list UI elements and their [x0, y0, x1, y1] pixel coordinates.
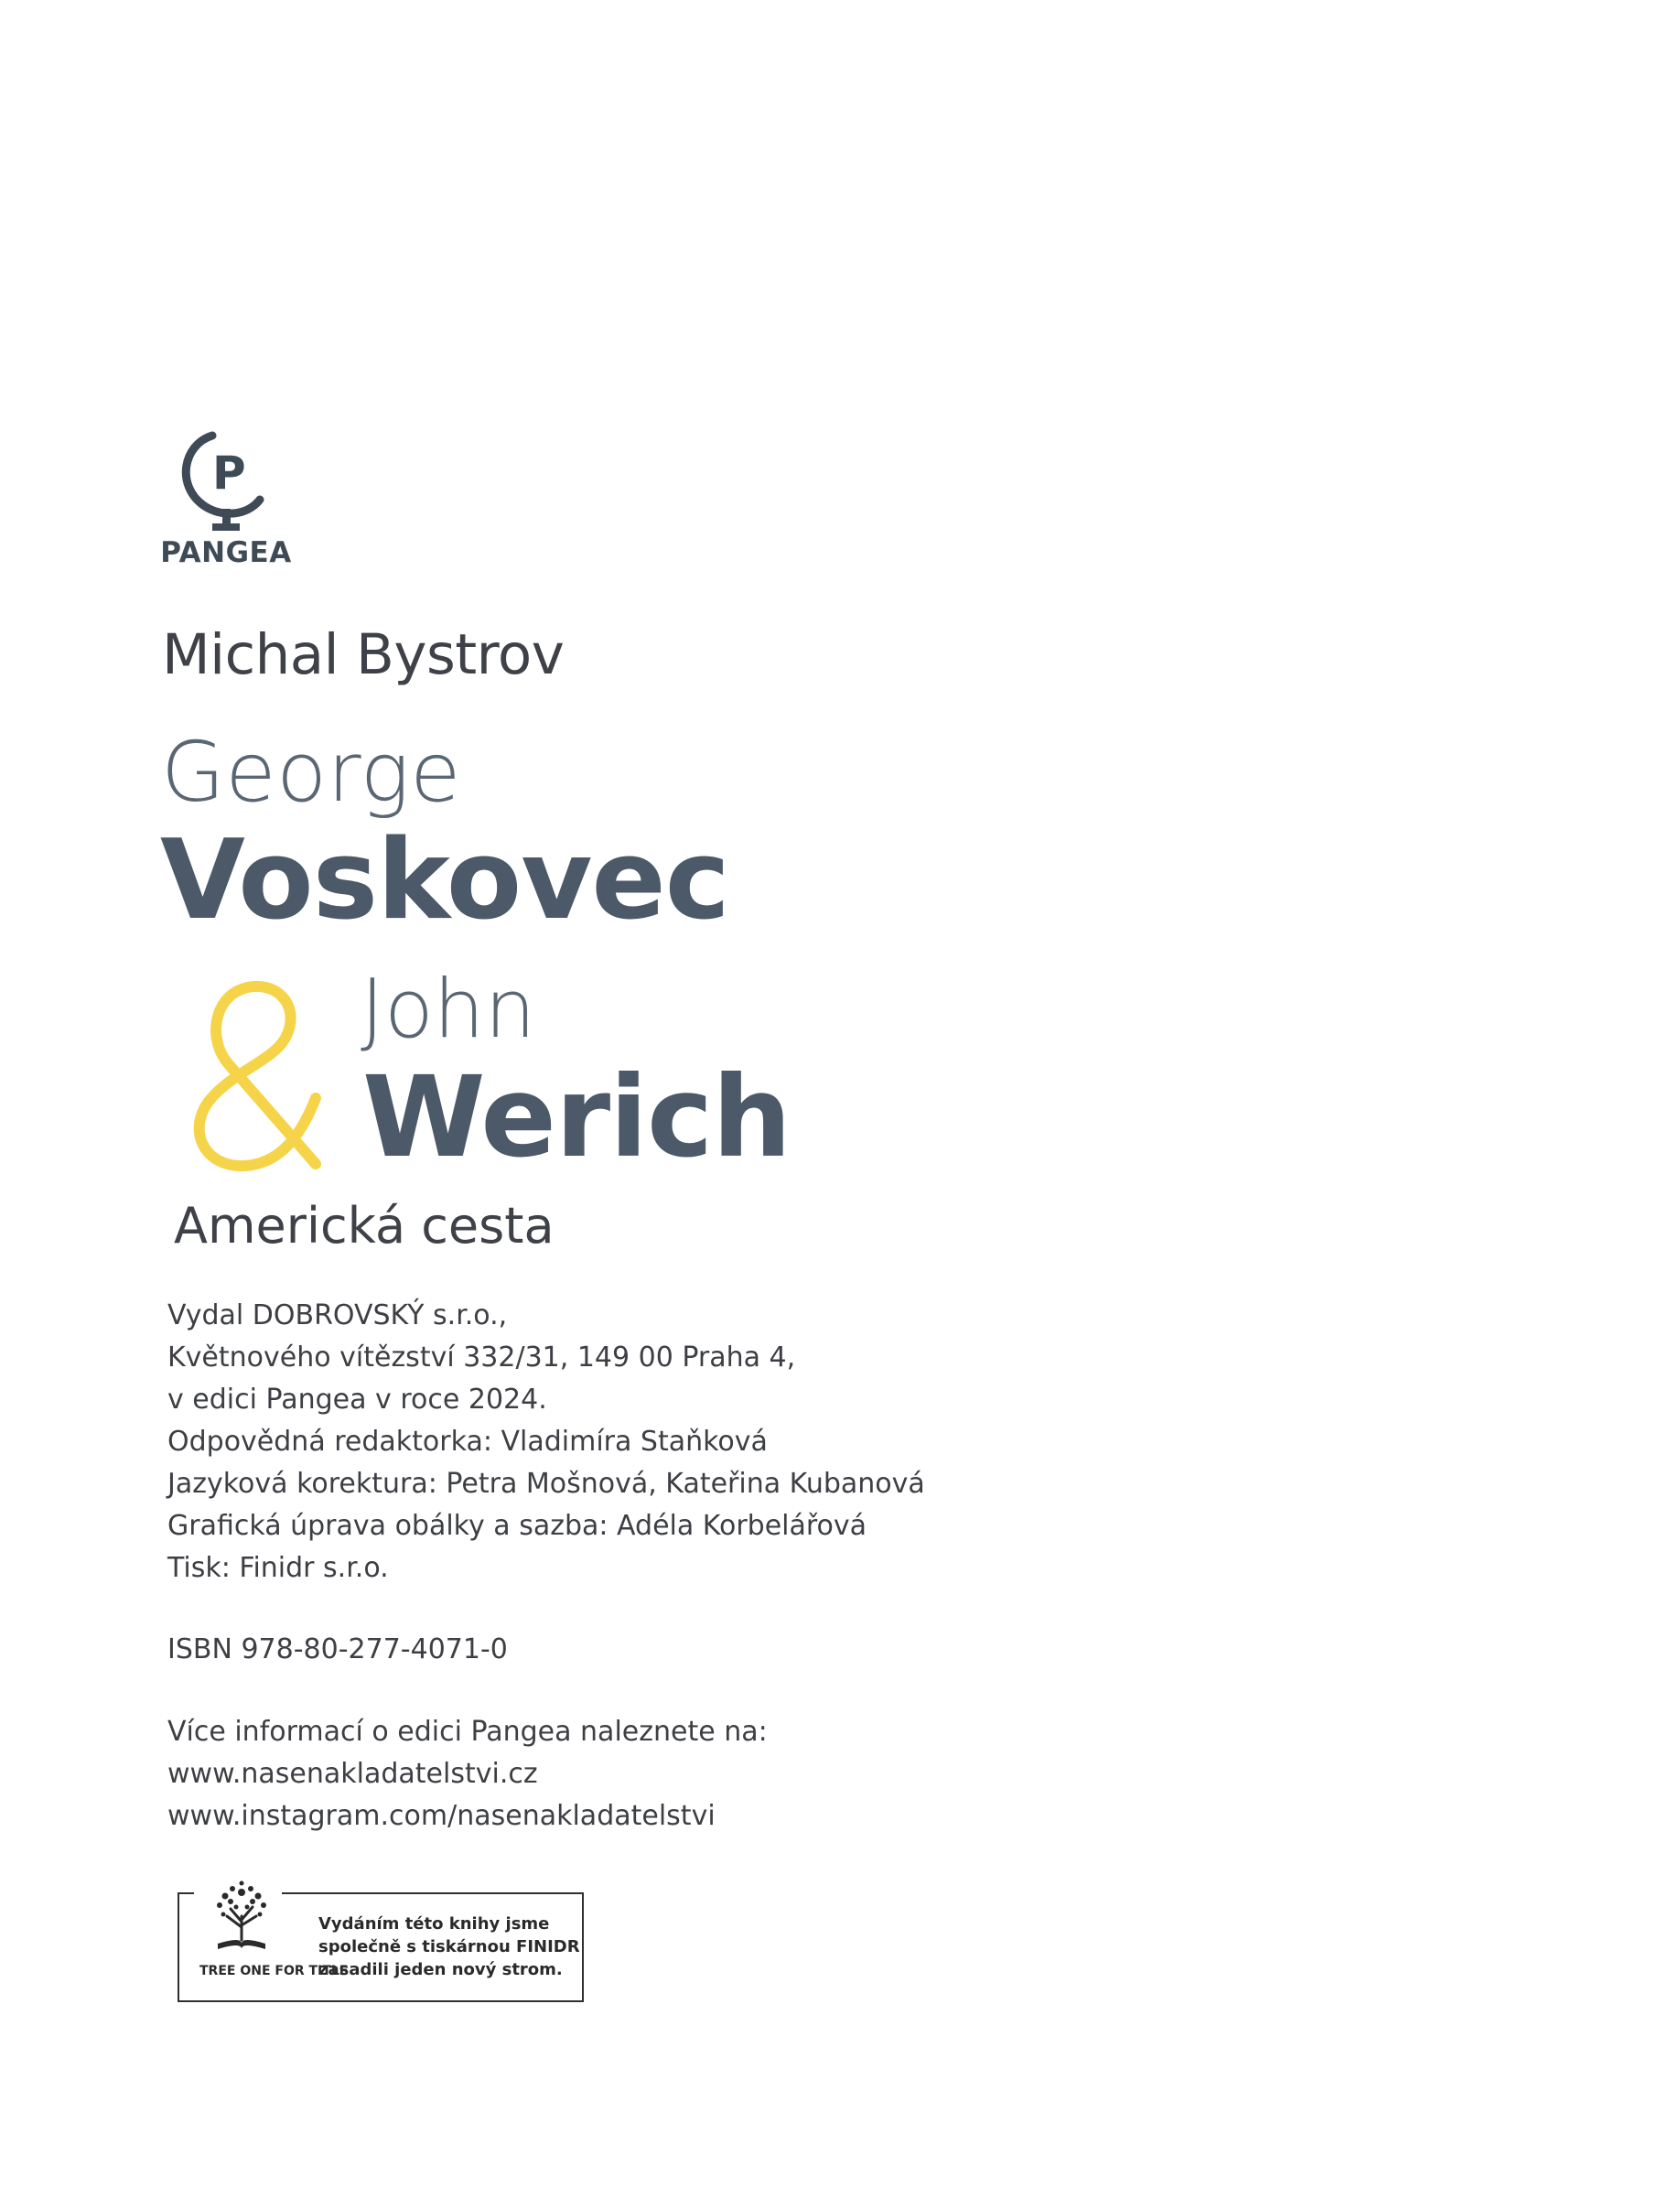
imprint-line: Jazyková korektura: Petra Mošnová, Kateřina Kubanová [167, 1468, 925, 1500]
author-name: Michal Bystrov [162, 622, 565, 687]
info-block [167, 1711, 768, 1837]
publisher-logo-text: PANGEA [160, 536, 292, 569]
tree-text-line: zasadili jeden nový strom. [318, 1960, 563, 1979]
imprint-line: Odpovědná redaktorka: Vladimíra Staňková [167, 1426, 768, 1458]
title-first-name-2: John [361, 962, 536, 1056]
svg-text:P: P [212, 447, 246, 500]
imprint-line: Grafická úprava obálky a sazba: Adéla Korbelářová [167, 1510, 867, 1542]
title-last-name-2: Werich [362, 1052, 792, 1182]
instagram-link: www.instagram.com/nasenakladatelstvi [167, 1800, 716, 1832]
title-first-name-1: George [161, 725, 461, 821]
tree-text-line: společně s tiskárnou FINIDR [318, 1937, 580, 1956]
ampersand-ornament [180, 961, 327, 1171]
imprint-line: Květnového vítězství 332/31, 149 00 Praha 4, [167, 1341, 796, 1374]
imprint-block [167, 1295, 925, 1589]
publisher-logo [157, 428, 295, 575]
tree-for-title-label: TREE ONE FOR TITLE [199, 1964, 349, 1978]
tree-for-title-text [318, 1912, 580, 1981]
pangea-globe-p-icon [176, 428, 276, 533]
tree-on-book-icon [209, 1880, 275, 1955]
imprint-line: Vydal DOBROVSKÝ s.r.o., [167, 1299, 508, 1331]
tree-text-line: Vydáním této knihy jsme [318, 1914, 550, 1934]
title-last-name-1: Voskovec [160, 817, 729, 944]
info-line: Více informací o edici Pangea naleznete na: [167, 1716, 768, 1748]
book-subtitle: Americká cesta [174, 1197, 555, 1255]
imprint-line: Tisk: Finidr s.r.o. [167, 1552, 389, 1584]
imprint-line: v edici Pangea v roce 2024. [167, 1384, 547, 1416]
website-link: www.nasenakladatelstvi.cz [167, 1758, 538, 1790]
isbn: ISBN 978-80-277-4071-0 [167, 1633, 508, 1665]
